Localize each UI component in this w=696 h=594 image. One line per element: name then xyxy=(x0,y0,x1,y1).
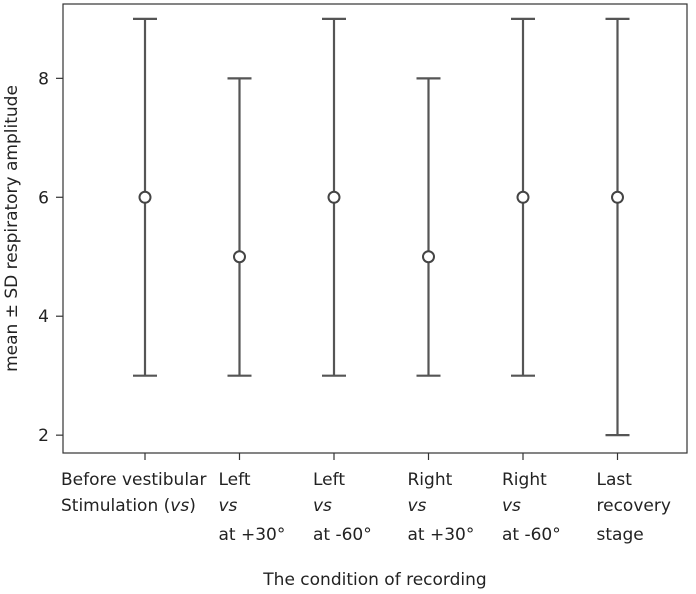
x-category-label xyxy=(219,470,251,490)
x-category-label-part: vs xyxy=(313,496,332,516)
mean-marker xyxy=(423,251,434,262)
x-category-label xyxy=(61,496,196,516)
y-tick-label: 4 xyxy=(38,307,49,328)
x-category-label-part: Before vestibular xyxy=(61,470,207,490)
x-category-label-part: stage xyxy=(596,525,644,545)
x-category-label-part: ) xyxy=(189,496,196,516)
x-category-label xyxy=(408,525,475,545)
x-category-label-part: at +30° xyxy=(407,525,475,545)
x-category-label xyxy=(597,496,671,516)
x-category-label xyxy=(597,525,644,545)
mean-marker xyxy=(140,192,151,203)
y-tick-label: 8 xyxy=(38,69,49,90)
x-category-label-part: at +30° xyxy=(218,525,286,545)
x-category-label xyxy=(313,525,372,545)
x-category-label-part: recovery xyxy=(596,496,671,516)
y-tick-label: 2 xyxy=(38,426,49,447)
x-category-label-part: Right xyxy=(407,470,453,490)
x-category-label-part: vs xyxy=(502,496,521,516)
mean-marker xyxy=(612,192,623,203)
error-bars xyxy=(133,19,630,435)
error-bar-group xyxy=(322,19,346,376)
y-tick-label: 6 xyxy=(38,188,49,209)
x-category-label-part: vs xyxy=(170,496,190,516)
x-category-label-part: Last xyxy=(596,470,632,490)
mean-marker xyxy=(234,251,245,262)
x-category-label-part: at -60° xyxy=(313,525,372,545)
plot-frame xyxy=(63,4,687,453)
x-category-label-part: vs xyxy=(218,496,238,516)
x-category-label xyxy=(408,470,453,490)
x-category-label xyxy=(61,470,206,490)
x-category-label xyxy=(313,470,345,490)
error-bar-group xyxy=(228,78,252,375)
x-category-label xyxy=(502,525,561,545)
x-category-label-part: vs xyxy=(407,496,427,516)
mean-marker xyxy=(329,192,340,203)
x-category-label-part: Left xyxy=(218,470,251,490)
x-category-label xyxy=(502,470,547,490)
error-bar-group xyxy=(606,19,630,435)
x-category-label xyxy=(313,496,332,516)
x-axis xyxy=(61,453,671,545)
y-axis-title: mean ± SD respiratory amplitude xyxy=(2,85,22,372)
x-axis-title: The condition of recording xyxy=(263,570,487,590)
x-category-label xyxy=(219,496,238,516)
x-category-label-part: at -60° xyxy=(502,525,561,545)
error-bar-group xyxy=(417,78,441,375)
x-category-label-part: Stimulation ( xyxy=(61,496,171,516)
x-category-label xyxy=(502,496,521,516)
x-category-label-part: Right xyxy=(502,470,547,490)
error-bar-group xyxy=(133,19,157,376)
x-category-label xyxy=(408,496,427,516)
y-axis xyxy=(38,69,63,446)
x-category-label-part: Left xyxy=(313,470,345,490)
error-bar-group xyxy=(511,19,535,376)
x-category-label xyxy=(597,470,633,490)
mean-marker xyxy=(518,192,529,203)
x-category-label xyxy=(219,525,286,545)
